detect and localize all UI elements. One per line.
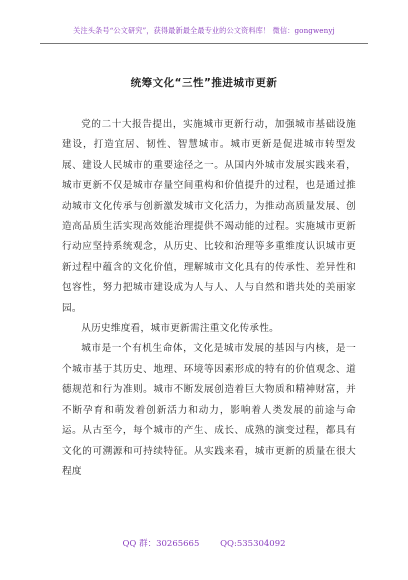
document-title: 统筹文化“三性”推进城市更新: [130, 77, 278, 89]
document-body: [62, 115, 356, 482]
paragraph: 从历史维度看，城市更新需注重文化传承性。: [81, 323, 280, 335]
paragraph: 党的二十大报告提出，实施城市更新行动，加强城市基础设施建设，打造宜居、韧性、智慧城市。城市更新是促进城市转型发展、建设人民城市的重要途径之一。从国内外城市发展实践来看，城市更新不仅是城市存量空间重构和价值提升的过程，也是通过推动城市文化传承与创新激发城市文化活力，为推动高质量发展、创造高品质生活实现高效能治理提供不竭动能的过程。实施城市更新行动应坚持系统观念，从历史、比较和治理等多重维度认识城市更新过程中蕴含的文化价值，理解城市文化具有的传承性、差异性和包容性，努力把城市建设成为人与人、人与自然和谐共处的美丽家园。: [62, 119, 356, 314]
paragraph: 城市是一个有机生命体，文化是城市发展的基因与内核，是一个城市基于其历史、地理、环境等因素形成的特有的价值观念、道德规范和行为准则。城市不断发展创造着巨大物质和精神财富，并不断孕育和萌发着创新活力和动力，影响着人类发展的前途与命运。从古至今，每个城市的产生、成长、成熟的演变过程，都具有文化的可溯源和可持续特征。从实践来看，城市更新的质量在很大程度: [62, 343, 356, 477]
footer-qq: QQ:535304092: [220, 539, 286, 549]
footer-qq-group: QQ 群：30265665: [122, 539, 200, 549]
header-promo-text: 关注头条号“公文研究”，获得最新最全最专业的公文资料库！ 微信：gongwenyj: [73, 26, 335, 35]
header-divider: [40, 43, 368, 44]
footer-contact: [0, 537, 408, 549]
